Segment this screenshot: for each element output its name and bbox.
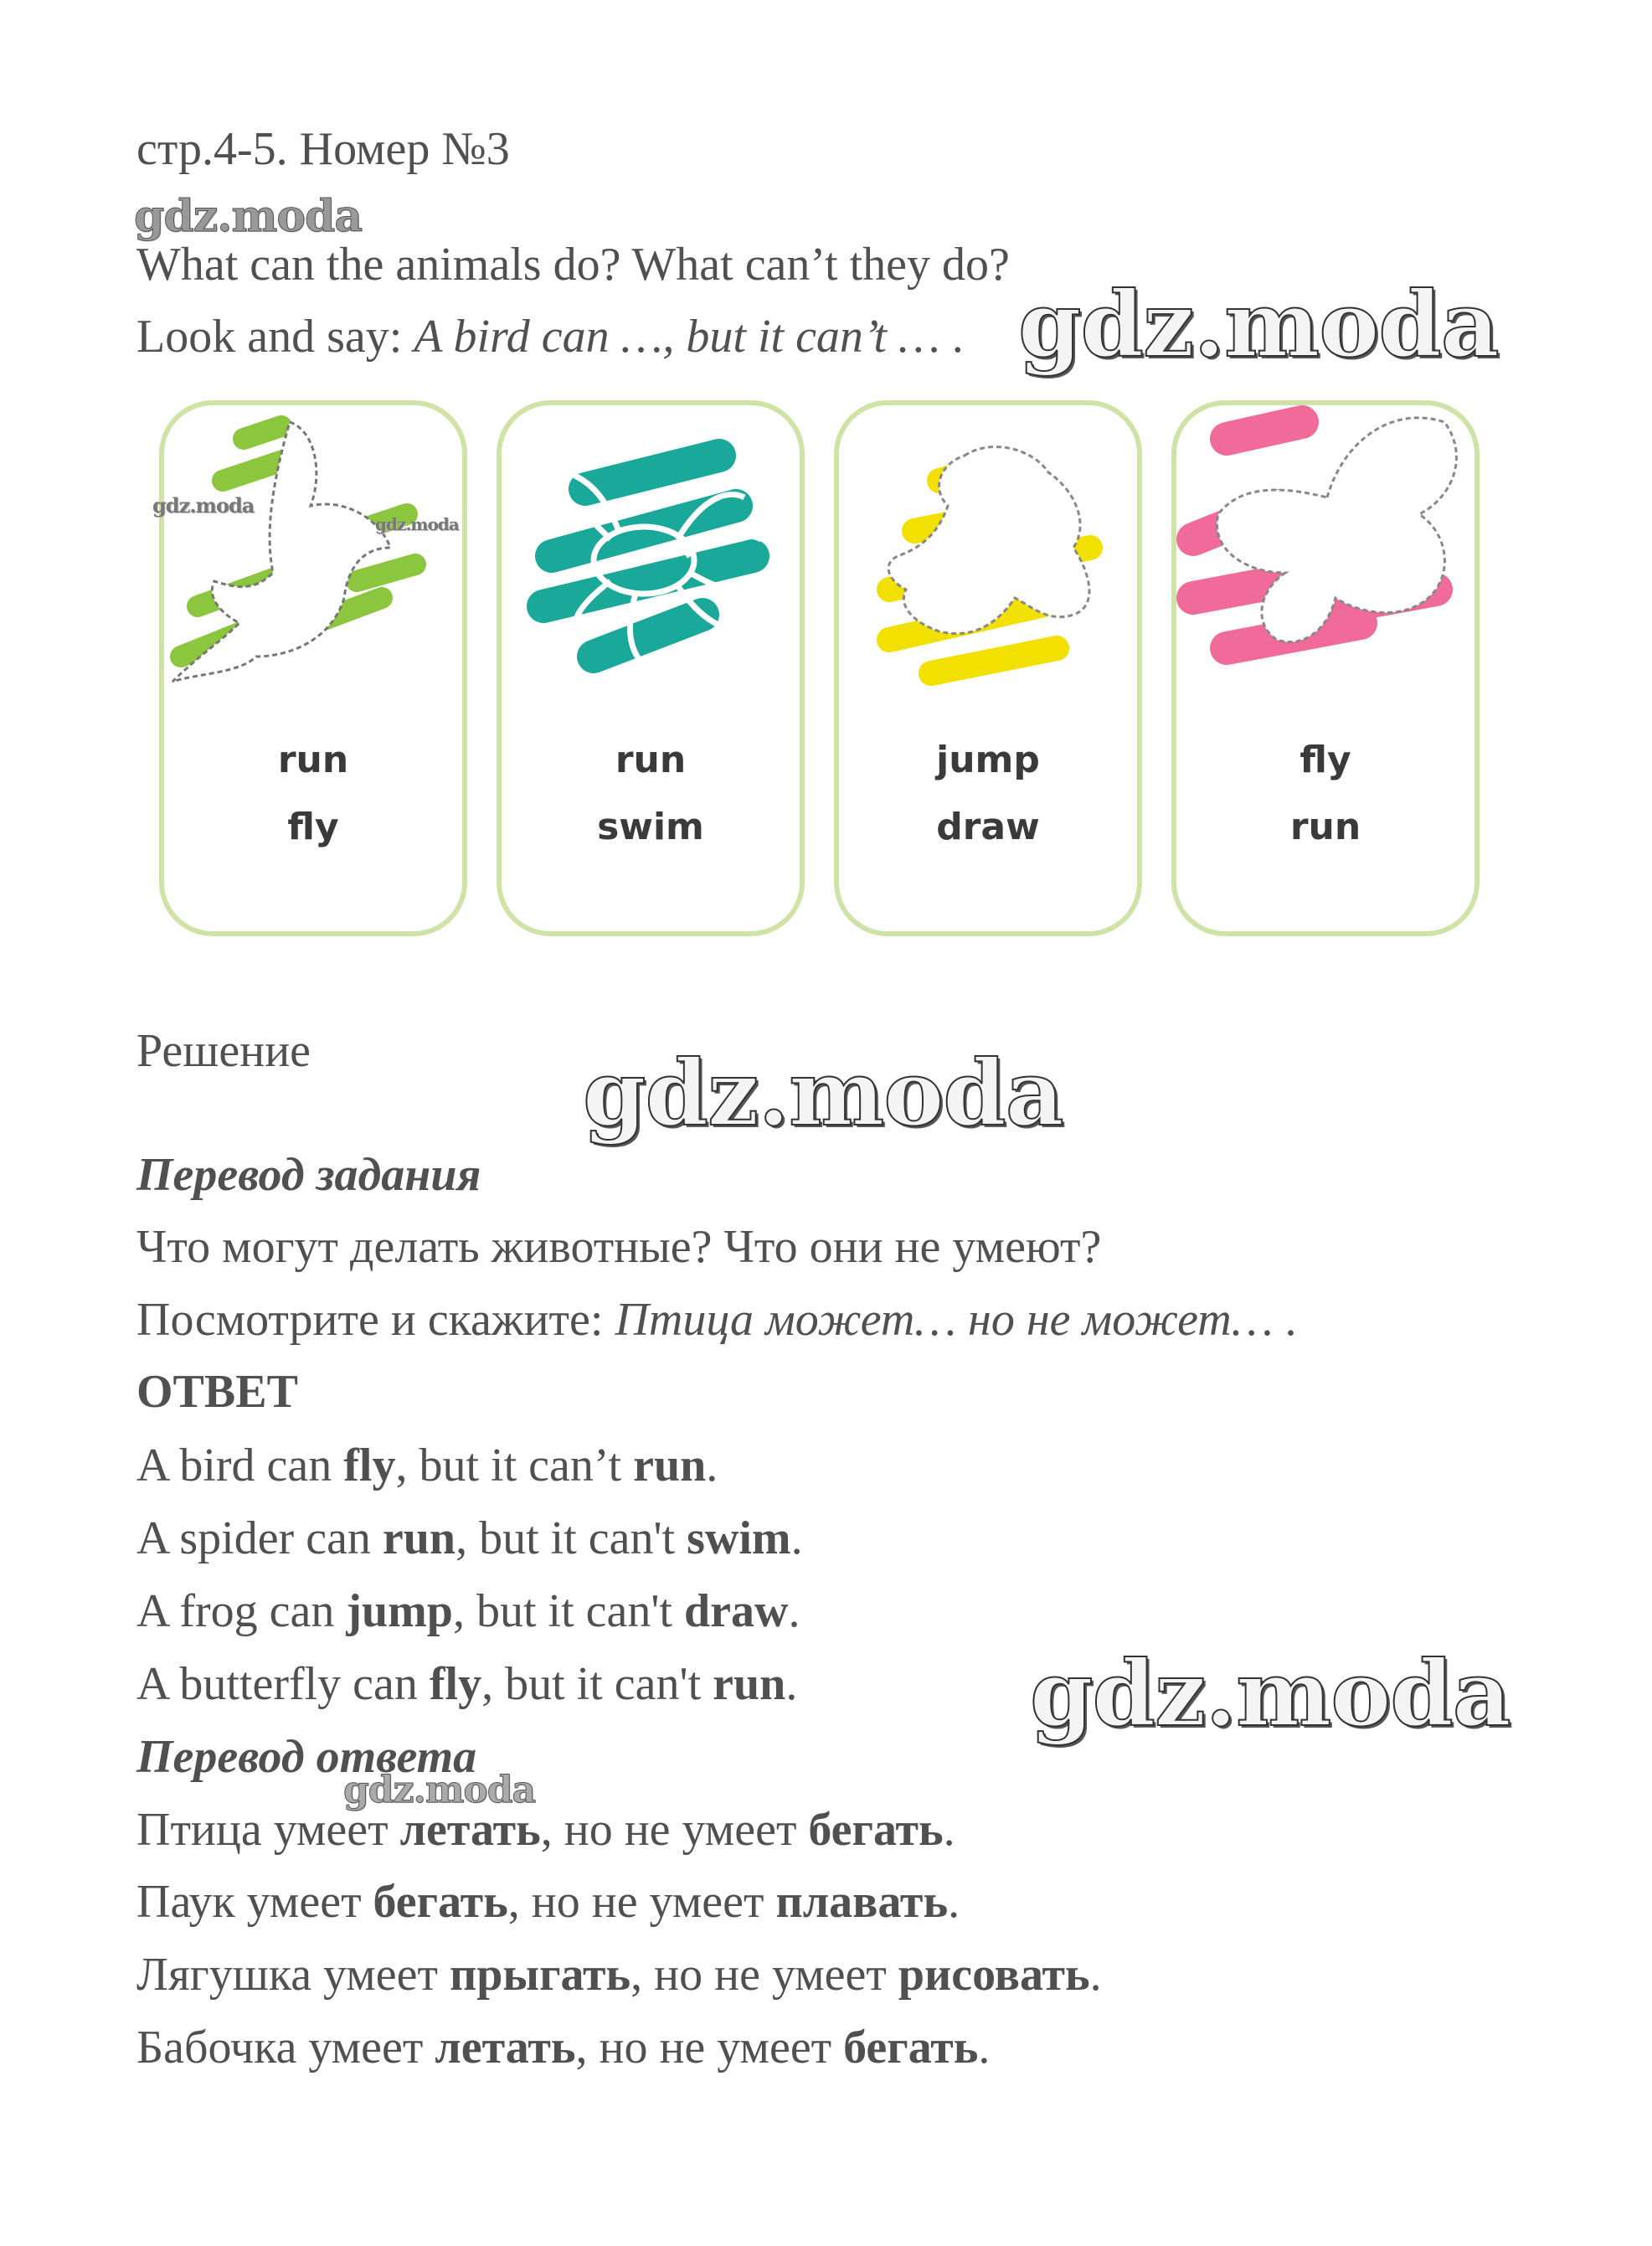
task-instruction — [136, 311, 964, 363]
animal-card-frog — [834, 400, 1142, 936]
task-instruction-example: A bird can …, but it can’t … — [414, 311, 940, 363]
animal-card-butterfly — [1171, 400, 1480, 936]
watermark: gdz.moda — [134, 191, 363, 242]
watermark: gdz.moda — [1018, 272, 1499, 378]
animal-card-bird — [159, 400, 467, 936]
spider-icon — [502, 405, 810, 757]
butterfly-icon — [1176, 405, 1485, 757]
watermark: gdz.moda — [152, 493, 255, 518]
task-translation-heading: Перевод задания — [136, 1149, 481, 1201]
task-question: What can the animals do? What can’t they do? — [136, 239, 1010, 291]
watermark: gdz.moda — [1030, 1641, 1510, 1747]
solution-title: Решение — [136, 1025, 311, 1077]
task-translation-suffix: . — [1273, 1294, 1297, 1346]
answer-line: A spider can run, but it can't swim. — [136, 1512, 803, 1564]
answer-translation-heading: Перевод ответа — [136, 1731, 477, 1783]
answer-translation-line: Бабочка умеет летать, но не умеет бегать. — [136, 2022, 991, 2073]
card-verb-2: swim — [597, 806, 704, 848]
task-translation-line-2 — [136, 1294, 1297, 1346]
task-instruction-suffix: . — [939, 311, 964, 363]
bird-icon — [164, 405, 472, 757]
answer-translation-line: Лягушка умеет прыгать, но не умеет рисовать. — [136, 1949, 1102, 2001]
page-reference: стр.4-5. Номер №3 — [136, 123, 510, 175]
task-translation-example: Птица может… но не может… — [615, 1294, 1274, 1346]
card-verb-2: run — [1289, 806, 1361, 848]
card-verb-2: draw — [936, 806, 1040, 848]
watermark: gdz.moda — [583, 1041, 1063, 1146]
answer-translation-line: Паук умеет бегать, но не умеет плавать. — [136, 1876, 960, 1928]
answer-translation-line: Птица умеет летать, но не умеет бегать. — [136, 1804, 955, 1856]
answer-line: A frog can jump, but it can't draw. — [136, 1585, 800, 1637]
card-verb-1: run — [277, 739, 349, 781]
animal-card-spider — [497, 400, 805, 936]
task-translation-line-1: Что могут делать животные? Что они не умеют? — [136, 1221, 1102, 1273]
task-instruction-prefix: Look and say: — [136, 311, 414, 363]
task-translation-prefix: Посмотрите и скажите: — [136, 1294, 615, 1346]
card-verb-1: fly — [1299, 739, 1351, 781]
answer-line: A butterfly can fly, but it can't run. — [136, 1658, 798, 1710]
watermark: gdz.moda — [375, 514, 459, 534]
answer-line: A bird can fly, but it can’t run. — [136, 1440, 718, 1491]
card-verb-1: jump — [936, 739, 1040, 781]
watermark: gdz.moda — [343, 1769, 536, 1811]
frog-icon — [839, 405, 1147, 757]
card-verb-1: run — [615, 739, 687, 781]
card-verb-2: fly — [287, 806, 339, 848]
answer-heading: ОТВЕТ — [136, 1366, 298, 1418]
